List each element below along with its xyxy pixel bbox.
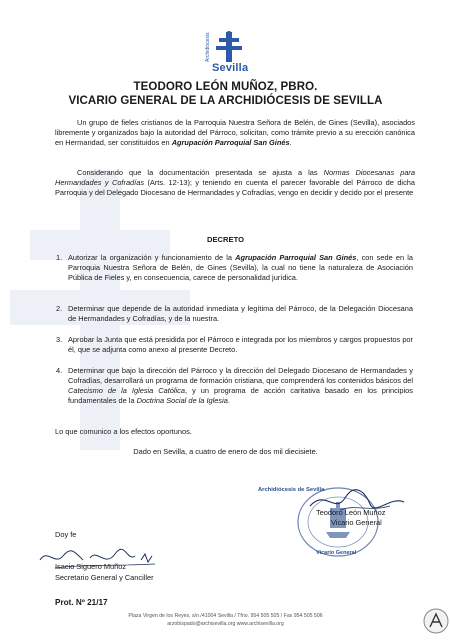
decree-heading: DECRETO: [207, 235, 244, 244]
decree-item-catechism: Catecismo de la Iglesia Católica: [68, 386, 185, 395]
decree-item-text: Determinar que depende de la autoridad inmediata y legítima del Párroco, de la Delegación Diocesana de Hermandades y Cofradías, y de la nuestra.: [68, 304, 413, 323]
intro-paragraph: [55, 118, 415, 148]
footer-contact: arzobispado@archisevilla.org www.archisevilla.org: [167, 621, 284, 627]
date-line: Dado en Sevilla, a cuatro de enero de dos mil diecisiete.: [133, 447, 318, 456]
decree-item: [56, 366, 413, 406]
decree-item: [56, 253, 413, 283]
considering-paragraph: [55, 168, 415, 198]
decree-item-number: 4.: [56, 366, 63, 375]
seal-top-text: Archidiócesis de Sevilla: [258, 487, 325, 493]
decree-item-number: 2.: [56, 304, 63, 313]
attestation-label: Doy fe: [55, 530, 77, 539]
decree-item-text: Autorizar la organización y funcionamiento de la: [68, 253, 236, 262]
decree-item-number: 1.: [56, 253, 63, 262]
closing-line: Lo que comunico a los efectos oportunos.: [55, 427, 192, 436]
decree-item-text: , y un programa de acción caritativa basado en los principios fundamentales de la: [68, 386, 413, 405]
issuer-title: VICARIO GENERAL DE LA ARCHIDIÓCESIS DE SEVILLA: [68, 95, 383, 107]
logo-caption: Archidiócesis: [205, 32, 211, 62]
vicar-name: Teodoro León Muñoz: [316, 508, 386, 517]
intro-text: Un grupo de fieles cristianos de la Parroquia Nuestra Señora de Belén, de Gines (Sevilla), asociados libremente y organizados bajo la autoridad del Párroco, solicitan, como trámite previo a su erección canónica en Hermandad, ser constituidos en: [55, 118, 415, 147]
decree-item-text: .: [227, 396, 230, 405]
intro-group-name: Agrupación Parroquial San Ginés: [171, 138, 290, 147]
chancellor-title: Secretario General y Canciller: [55, 573, 154, 582]
corner-logo-icon: [422, 607, 450, 635]
decree-item-text: , con sede en la Parroquia Nuestra Señora de Belén, de Gines (Sevilla), la cual no tiene la naturaleza de Asociación Pública de Fieles y, en consecuencia, carece de personalidad jurídica.: [68, 253, 413, 282]
considering-text-a: Considerando que la documentación presentada se ajusta a las: [77, 168, 324, 177]
logo-name: Sevilla: [212, 62, 249, 74]
decree-item-group-name: Agrupación Parroquial San Ginés: [235, 253, 357, 262]
chancellor-name: Isacio Siguero Muñoz: [55, 562, 127, 571]
decree-item-number: 3.: [56, 335, 63, 344]
intro-end: .: [289, 138, 292, 147]
considering-norms: Normas Diocesanas para Hermandades y Cofradías: [55, 168, 415, 187]
decree-item-doctrine: Doctrina Social de la Iglesia: [136, 396, 228, 405]
decree-item: [56, 335, 413, 355]
issuer-name: TEODORO LEÓN MUÑOZ, PBRO.: [133, 81, 318, 93]
protocol-number: Prot. Nº 21/17: [55, 598, 108, 607]
vicar-title: Vicario General: [331, 518, 382, 527]
decree-item: [56, 304, 413, 324]
considering-text-c: (Arts. 12-13); y teniendo en cuenta el parecer favorable del Párroco de dicha Parroquia y del Delegado Diocesano de Hermandades y Cofradías, vengo en decidir y decido por el presente: [55, 178, 415, 197]
decree-item-text: Aprobar la Junta que está presidida por el Párroco e integrada por los miembros y cargos propuestos por él, que se adjunta como anexo al presente Decreto.: [68, 335, 413, 354]
footer-address: Plaza Virgen de los Reyes, s/n /41004 Sevilla / Tfno. 954 505 505 / Fax 954 505 506: [128, 613, 323, 619]
seal-bottom-text: Vicario General: [316, 550, 357, 556]
decree-item-text: Determinar que bajo la dirección del Párroco y la dirección del Delegado Diocesano de Hermandades y Cofradías, desarrollará un programa de formación cristiana, que comprenderá los contenidos básicos del: [68, 366, 413, 385]
